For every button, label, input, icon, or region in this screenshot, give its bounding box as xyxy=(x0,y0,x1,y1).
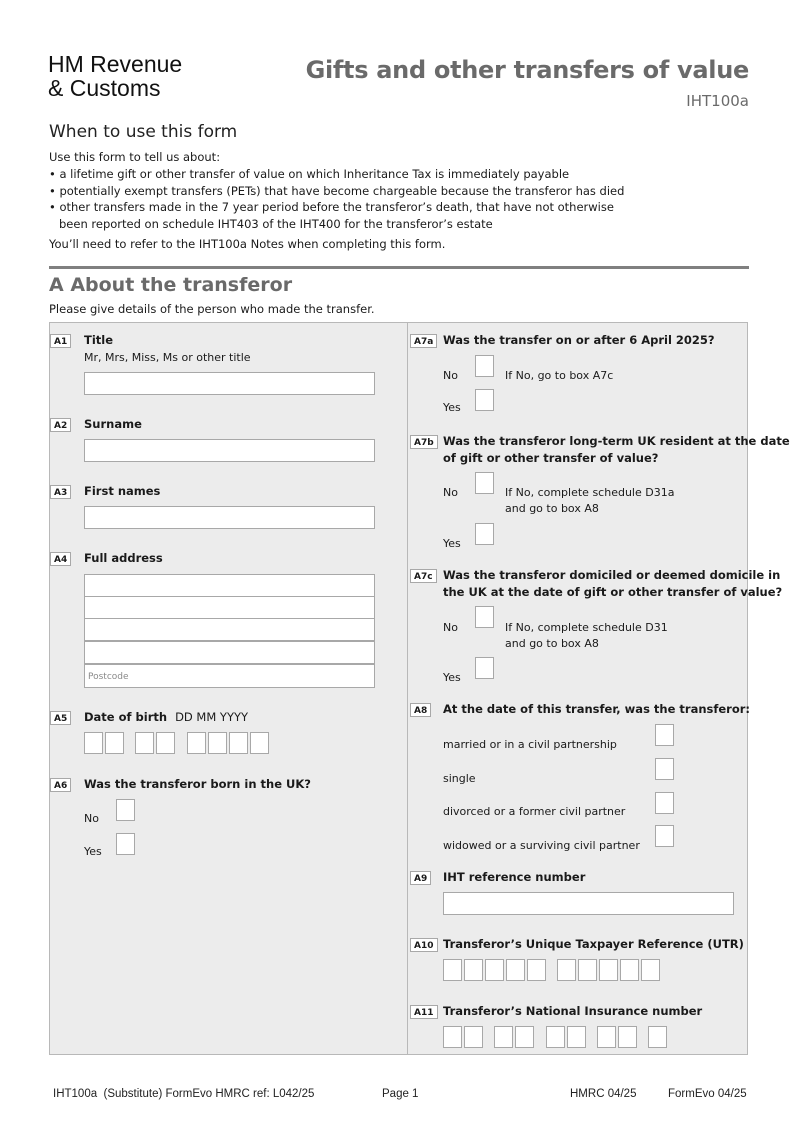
a7a-no-note: If No, go to box A7c xyxy=(505,369,614,382)
dob-year-digit-3[interactable] xyxy=(229,732,248,754)
box-number-a4: A4 xyxy=(50,552,71,566)
column-divider xyxy=(407,322,408,1055)
a7c-yes-label: Yes xyxy=(443,671,461,684)
address-line-2-input[interactable] xyxy=(84,596,375,619)
domicile-label xyxy=(443,567,782,601)
a7b-label-line-1: Was the transferor long-term UK resident at the date xyxy=(443,434,790,448)
when-bullet: • potentially exempt transfers (PETs) that have become chargeable because the transferor has died xyxy=(49,183,625,198)
footer-form: IHT100a xyxy=(53,1088,98,1100)
dob-year-digit-4[interactable] xyxy=(250,732,269,754)
surname-label: Surname xyxy=(84,417,142,431)
nino-label: Transferor’s National Insurance number xyxy=(443,1004,703,1018)
postcode-placeholder: Postcode xyxy=(88,672,129,682)
logo-line-2: & Customs xyxy=(48,75,161,101)
a7c-no-note-1: If No, complete schedule D31 xyxy=(505,621,668,634)
when-notes: You’ll need to refer to the IHT100a Notes when completing this form. xyxy=(49,236,446,251)
utr-digit-7[interactable] xyxy=(578,959,597,981)
nino-char-7[interactable] xyxy=(597,1026,616,1048)
a7a-yes-checkbox[interactable] xyxy=(475,389,494,411)
utr-digit-5[interactable] xyxy=(527,959,546,981)
a7b-no-note-1: If No, complete schedule D31a xyxy=(505,486,675,499)
section-divider xyxy=(49,266,749,269)
footer-form-id xyxy=(53,1088,314,1100)
dob-format: DD MM YYYY xyxy=(175,710,249,724)
born-uk-no-checkbox[interactable] xyxy=(116,799,135,821)
first-names-label: First names xyxy=(84,484,161,498)
footer-substitute: (Substitute) FormEvo HMRC ref: L042/25 xyxy=(103,1088,315,1100)
a7b-no-checkbox[interactable] xyxy=(475,472,494,494)
footer-formevo-version: FormEvo 04/25 xyxy=(668,1088,747,1100)
widowed-checkbox[interactable] xyxy=(655,825,674,847)
utr-digit-4[interactable] xyxy=(506,959,525,981)
section-heading: A About the transferor xyxy=(49,274,293,296)
form-title: Gifts and other transfers of value xyxy=(305,56,749,84)
a7b-yes-label: Yes xyxy=(443,537,461,550)
a7b-yes-checkbox[interactable] xyxy=(475,523,494,545)
iht-reference-label: IHT reference number xyxy=(443,870,586,884)
married-checkbox[interactable] xyxy=(655,724,674,746)
dob-label-text: Date of birth xyxy=(84,710,168,724)
dob-day-digit-2[interactable] xyxy=(105,732,124,754)
utr-digit-2[interactable] xyxy=(464,959,483,981)
born-uk-label: Was the transferor born in the UK? xyxy=(84,777,311,791)
address-line-1-input[interactable] xyxy=(84,574,375,597)
born-uk-no-label: No xyxy=(84,812,99,825)
born-uk-yes-label: Yes xyxy=(84,845,102,858)
address-label: Full address xyxy=(84,551,163,565)
box-number-a9: A9 xyxy=(410,871,431,885)
dob-label xyxy=(84,709,248,726)
box-number-a6: A6 xyxy=(50,778,71,792)
when-heading: When to use this form xyxy=(49,122,238,142)
dob-day-digit-1[interactable] xyxy=(84,732,103,754)
when-bullet: • a lifetime gift or other transfer of value on which Inheritance Tax is immediately payable xyxy=(49,166,570,181)
when-bullet: • other transfers made in the 7 year period before the transferor’s death, that have not otherwise xyxy=(49,200,614,215)
divorced-checkbox[interactable] xyxy=(655,792,674,814)
nino-char-3[interactable] xyxy=(494,1026,513,1048)
marital-option-single: single xyxy=(443,772,476,785)
utr-label: Transferor’s Unique Taxpayer Reference (UTR) xyxy=(443,937,744,951)
box-number-a11: A11 xyxy=(410,1005,438,1019)
utr-digit-1[interactable] xyxy=(443,959,462,981)
address-line-3-input[interactable] xyxy=(84,618,375,641)
a7c-yes-checkbox[interactable] xyxy=(475,657,494,679)
logo-line-1: HM Revenue xyxy=(48,51,183,77)
a7c-label-line-2: the UK at the date of gift or other transfer of value? xyxy=(443,585,783,599)
marital-status-label: At the date of this transfer, was the transferor: xyxy=(443,702,751,716)
a7c-no-checkbox[interactable] xyxy=(475,606,494,628)
when-lead: Use this form to tell us about: xyxy=(49,150,221,164)
box-number-a1: A1 xyxy=(50,334,71,348)
nino-char-1[interactable] xyxy=(443,1026,462,1048)
dob-month-digit-1[interactable] xyxy=(135,732,154,754)
footer-page: Page 1 xyxy=(382,1088,419,1100)
box-number-a5: A5 xyxy=(50,711,71,725)
first-names-input[interactable] xyxy=(84,506,375,529)
a7c-label-line-1: Was the transferor domiciled or deemed domicile in xyxy=(443,568,781,582)
title-input[interactable] xyxy=(84,372,375,395)
nino-char-9[interactable] xyxy=(648,1026,667,1048)
marital-option-divorced: divorced or a former civil partner xyxy=(443,805,626,818)
hmrc-logo xyxy=(48,52,182,100)
single-checkbox[interactable] xyxy=(655,758,674,780)
utr-digit-3[interactable] xyxy=(485,959,504,981)
footer-hmrc-version: HMRC 04/25 xyxy=(570,1088,637,1100)
iht-reference-input[interactable] xyxy=(443,892,734,915)
dob-year-digit-2[interactable] xyxy=(208,732,227,754)
box-number-a2: A2 xyxy=(50,418,71,432)
box-number-a3: A3 xyxy=(50,485,71,499)
born-uk-yes-checkbox[interactable] xyxy=(116,833,135,855)
a7b-no-label: No xyxy=(443,486,458,499)
surname-input[interactable] xyxy=(84,439,375,462)
box-number-a10: A10 xyxy=(410,938,438,952)
utr-digit-6[interactable] xyxy=(557,959,576,981)
a7c-no-note-2: and go to box A8 xyxy=(505,637,599,650)
utr-digit-10[interactable] xyxy=(641,959,660,981)
marital-option-married: married or in a civil partnership xyxy=(443,738,617,751)
form-code: IHT100a xyxy=(686,92,749,110)
when-bullet-continued: been reported on schedule IHT403 of the IHT400 for the transferor’s estate xyxy=(59,217,493,232)
a7b-no-note-2: and go to box A8 xyxy=(505,502,599,515)
after-april-2025-label: Was the transfer on or after 6 April 2025? xyxy=(443,333,715,347)
box-number-a8: A8 xyxy=(410,703,431,717)
a7b-label-line-2: of gift or other transfer of value? xyxy=(443,451,659,465)
a7a-yes-label: Yes xyxy=(443,401,461,414)
long-term-resident-label xyxy=(443,433,790,467)
nino-char-6[interactable] xyxy=(567,1026,586,1048)
nino-char-5[interactable] xyxy=(546,1026,565,1048)
title-hint: Mr, Mrs, Miss, Ms or other title xyxy=(84,351,251,364)
address-line-4-input[interactable] xyxy=(84,641,375,664)
a7c-no-label: No xyxy=(443,621,458,634)
a7a-no-label: No xyxy=(443,369,458,382)
title-label: Title xyxy=(84,333,114,347)
a7a-no-checkbox[interactable] xyxy=(475,355,494,377)
nino-char-8[interactable] xyxy=(618,1026,637,1048)
box-number-a7c: A7c xyxy=(410,569,437,583)
box-number-a7b: A7b xyxy=(410,435,438,449)
utr-digit-9[interactable] xyxy=(620,959,639,981)
nino-char-4[interactable] xyxy=(515,1026,534,1048)
utr-digit-8[interactable] xyxy=(599,959,618,981)
dob-month-digit-2[interactable] xyxy=(156,732,175,754)
marital-option-widowed: widowed or a surviving civil partner xyxy=(443,839,640,852)
box-number-a7a: A7a xyxy=(410,334,437,348)
dob-year-digit-1[interactable] xyxy=(187,732,206,754)
nino-char-2[interactable] xyxy=(464,1026,483,1048)
section-intro: Please give details of the person who made the transfer. xyxy=(49,302,375,316)
when-intro xyxy=(49,149,749,253)
